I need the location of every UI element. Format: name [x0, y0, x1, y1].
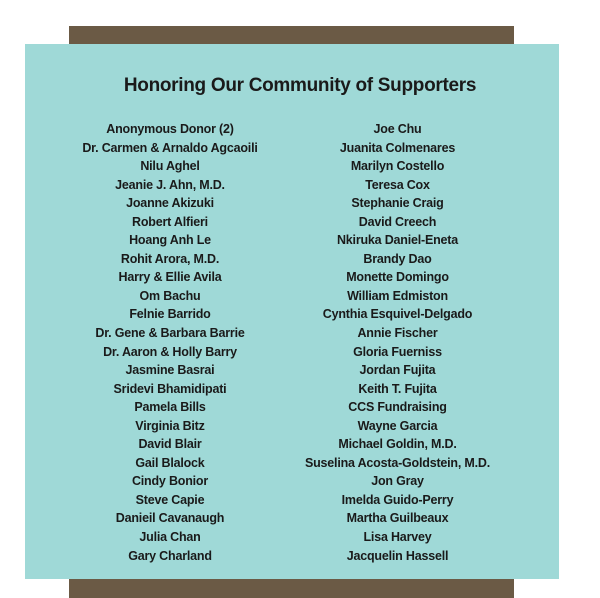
supporter-name: Monette Domingo	[346, 270, 449, 285]
supporter-name: Joe Chu	[373, 122, 422, 136]
supporter-name: Harry & Ellie Avila	[118, 270, 222, 285]
supporter-name: Pamela Bills	[134, 400, 206, 415]
supporter-name: Julia Chan	[139, 530, 201, 545]
supporter-name: Nkiruka Daniel-Eneta	[336, 233, 459, 248]
supporter-name: CCS Fundraising	[348, 400, 447, 415]
supporter-name: Jasmine Basrai	[125, 363, 215, 378]
supporter-name: Nilu Aghel	[140, 159, 200, 174]
supporter-name: Gloria Fuerniss	[353, 344, 442, 359]
supporter-name: Hoang Anh Le	[129, 233, 211, 248]
page-title: Honoring Our Community of Supporters	[123, 75, 477, 96]
supporter-name: Juanita Colmenares	[339, 140, 456, 155]
supporter-name: Jacquelin Hassell	[346, 548, 449, 563]
supporter-name: Jordan Fujita	[359, 363, 436, 378]
supporter-name: Gail Blalock	[135, 455, 205, 470]
supporter-name: Annie Fischer	[357, 326, 438, 341]
supporter-name: David Creech	[358, 214, 437, 229]
supporter-name: Suselina Acosta-Goldstein, M.D.	[304, 455, 491, 470]
supporter-name: Martha Guilbeaux	[346, 511, 449, 526]
supporter-name: Om Bachu	[139, 288, 201, 303]
supporter-name: Michael Goldin, M.D.	[338, 437, 457, 452]
supporter-name: Joanne Akizuki	[126, 196, 214, 211]
supporter-name: Stephanie Craig	[351, 196, 444, 211]
supporter-name: Felnie Barrido	[129, 307, 211, 322]
supporter-name: Rohit Arora, M.D.	[120, 251, 220, 266]
supporter-name: Steve Capie	[135, 492, 205, 507]
supporter-name: Teresa Cox	[365, 177, 430, 192]
supporter-name: Dr. Aaron & Holly Barry	[103, 344, 237, 359]
bottom-accent-band	[69, 576, 514, 598]
supporter-name: Lisa Harvey	[363, 530, 432, 545]
supporter-name: Jeanie J. Ahn, M.D.	[115, 177, 225, 192]
supporter-name: David Blair	[138, 437, 202, 452]
supporter-name: Cindy Bonior	[131, 474, 209, 489]
supporter-name: Anonymous Donor (2)	[106, 122, 234, 136]
supporter-name: Brandy Dao	[363, 251, 432, 266]
supporter-name: Imelda Guido-Perry	[341, 492, 454, 507]
supporter-name: Wayne Garcia	[357, 418, 438, 433]
supporter-name: Robert Alfieri	[132, 214, 208, 229]
supporter-name: Dr. Gene & Barbara Barrie	[95, 326, 245, 341]
supporter-name: Marilyn Costello	[350, 159, 445, 174]
supporter-name: Virginia Bitz	[135, 418, 205, 433]
supporters-list-left	[60, 120, 280, 565]
supporters-list-right	[290, 120, 505, 565]
supporter-name: Sridevi Bhamidipati	[113, 381, 227, 396]
supporter-name: Keith T. Fujita	[358, 381, 437, 396]
supporter-name: Danieil Cavanaugh	[115, 511, 225, 526]
supporter-name: Dr. Carmen & Arnaldo Agcaoili	[82, 140, 258, 155]
supporter-name: Jon Gray	[371, 474, 424, 489]
supporter-name: Cynthia Esquivel-Delgado	[322, 307, 473, 322]
supporter-name: Gary Charland	[128, 548, 212, 563]
supporter-name: William Edmiston	[347, 288, 448, 303]
